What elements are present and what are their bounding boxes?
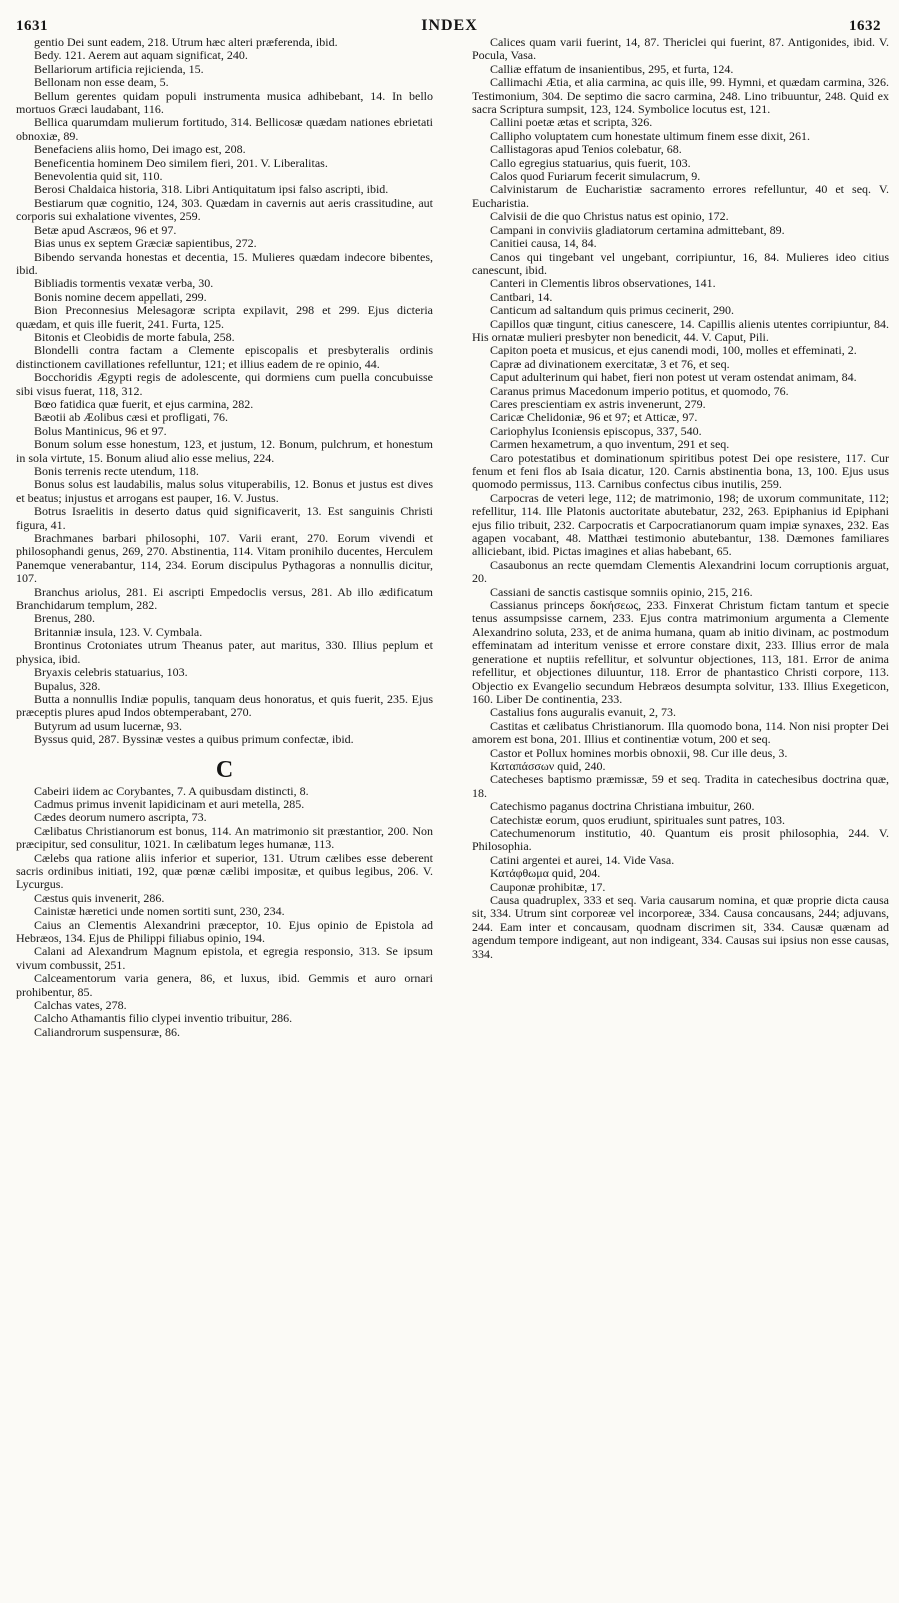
index-columns [16,36,889,1039]
index-entry: Calvisii de die quo Christus natus est opinio, 172. [490,209,729,224]
index-entry: Catini argentei et aurei, 14. Vide Vasa. [490,852,675,867]
index-entry: Bibliadis tormentis vexatæ verba, 30. [34,276,214,291]
index-entry: Campani in conviviis gladiatorum certamina admittebant, 89. [490,222,785,237]
index-entry: Capiton poeta et musicus, et ejus canendi modi, 100, molles et effeminati, 2. [490,343,857,358]
page-number-left: 1631 [16,18,48,34]
index-entry: Byssus quid, 287. Byssinæ vestes a quibus primum confectæ, ibid. [34,732,354,747]
index-entry: Branchus ariolus, 281. Ei ascripti Empedoclis versus, 281. Ab illo ædificatum Branchidarum templum, 282. [16,584,433,613]
index-entry: Caius an Clementis Alexandrini præceptor, 10. Ejus opinio de Epistola ad Hebræos, 134. Ejus de Philippi filiabus opinio, 194. [16,917,433,945]
index-entry: Benefaciens aliis homo, Dei imago est, 208. [34,142,246,157]
index-entry: Cariophylus Iconiensis episcopus, 337, 540. [490,423,702,438]
right-column [472,36,889,1039]
index-entry: Cælibatus Christianorum est bonus, 114. An matrimonio sit præstantior, 200. Non præcipitur, sed consulitur, 1021. In cælibatum leges humanæ, 113. [16,823,433,852]
index-entry: Canos qui tingebant vel ungebant, corripiuntur, 16, 84. Mulieres ideo citius canescunt, ibid. [472,249,889,277]
index-entry: Cadmus primus invenit lapidicinam et auri metella, 285. [34,796,305,811]
index-entry: Butta a nonnullis Indiæ populis, tanquam deus honoratus, et quis fuerit, 235. Ejus præceptis plures apud Indos obtemperabant, 270. [16,691,433,720]
index-entry: Bion Preconnesius Melesagoræ scripta expilavit, 298 et 299. Ejus dicteria quædam, et quis ille fuerit, 241. Furta, 125. [16,303,433,331]
index-entry: Catecheses baptismo præmissæ, 59 et seq. Tradita in catechesibus doctrina quæ, 18. [472,772,889,800]
index-entry: Canteri in Clementis libros observationes, 141. [490,276,716,291]
index-entry: Bolus Mantinicus, 96 et 97. [34,423,167,438]
index-entry: Catechismo paganus doctrina Christiana imbuitur, 260. [490,799,755,814]
index-entry: gentio Dei sunt eadem, 218. Utrum hæc alteri præferenda, ibid. [34,35,338,49]
index-entry: Betæ apud Ascræos, 96 et 97. [34,222,177,237]
index-entry: Causa quadruplex, 333 et seq. Varia causarum nomina, et quæ proprie dicta causa sit, 334. Utrum sint corporeæ vel incorporeæ, 334. Causa concausans, 244; adjuvans, 244. Eam inter et concausam, quodnam discrimen sit, 334. Causæ quænam ad agendum tempore indigeant, aut non indigeant, 334. Causas sui ipsius non esse causas, 334. [472,893,889,961]
index-entry: Calices quam varii fuerint, 14, 87. Thericlei qui fuerint, 87. Antigonides, ibid. V. Pocula, Vasa. [472,35,889,63]
index-entry: Cauponæ prohibitæ, 17. [490,879,606,894]
index-entry: Castor et Pollux homines morbis obnoxii, 98. Cur ille deus, 3. [490,745,788,760]
index-entry: Bonis terrenis recte utendum, 118. [34,464,199,478]
index-entry: Καταπάσσων quid, 240. [490,758,606,773]
index-entry: Cassiani de sanctis castisque somniis opinio, 215, 216. [490,584,753,599]
index-entry: Cabeiri iidem ac Corybantes, 7. A quibusdam distincti, 8. [34,783,309,798]
index-entry: Brachmanes barbari philosophi, 107. Varii erant, 270. Eorum vivendi et philosophandi genus, 269, 270. Abstinentia, 114. Vitam pronihilo ducentes, Herculem Panemque venerabantur, 114, 234. Eorum discipulus Pythagoras a nonnullis dicitur, 107. [16,531,433,586]
index-entry: Cædes deorum numero ascripta, 73. [34,810,207,825]
index-entry: Canticum ad saltandum quis primus cecinerit, 290. [490,303,734,318]
index-entry: Bonis nomine decem appellati, 299. [34,289,207,304]
index-entry: Callini poetæ ætas et scripta, 326. [490,115,653,130]
index-entry: Berosi Chaldaica historia, 318. Libri Antiquitatum ipsi falso ascripti, ibid. [34,182,389,197]
index-entry: Carpocras de veteri lege, 112; de matrimonio, 198; de uxorum communitate, 112; refellitur, 114. Ille Platonis auctoritate abutebatur, 232, 263. Epiphanius id Epiphani ejus filio tribuit, 232. Carpocratis et Carpocratianorum quam impiæ synaxes, 232. Eas agapen vocabant, 48. Matthæi testimonio abutebantur, 138. Dæmones familiares alliciebant, ibid. Pictas imagines et alias habebant, 65. [472,490,889,559]
index-entry: Bocchoridis Ægypti regis de adolescente, qui dormiens cum puella concubuisse sibi visus fuerat, 118, 312. [16,370,433,398]
index-entry: Canitiei causa, 14, 84. [490,236,597,251]
index-entry: Calliphо voluptatem cum honestate ultimum finem esse dixit, 261. [490,128,810,143]
index-entry: Cares prescientiam ex astris invenerunt, 279. [490,396,706,411]
index-entry: Bestiarum quæ cognitio, 124, 303. Quædam in cavernis aut aeris crassitudine, aut corporis sui exhalatione viventes, 259. [16,195,433,224]
index-entry: Callistagoras apud Tenios colebatur, 68. [490,142,682,157]
index-entry: Brontinus Crotoniates utrum Theanus pater, aut maritus, 330. Illius peplum et physica, ibid. [16,638,433,666]
index-entry: Brenus, 280. [34,611,95,626]
index-entry: Capræ ad divinationem exercitatæ, 3 et 76, et seq. [490,356,730,371]
index-entry: Bellica quarumdam mulierum fortitudo, 314. Bellicosæ quædam nationes ebrietati obnoxiæ, 89. [16,115,433,143]
index-entry: Bellum gerentes quidam populi instrumenta musica adhibebant, 14. In bello mortuos Græci laudabant, 116. [16,88,433,117]
index-entry: Κατάφθωμα quid, 204. [490,866,601,881]
index-entry: Calchas vates, 278. [34,998,127,1013]
index-entry: Bœo fatidica quæ fuerit, et ejus carmina, 282. [34,396,254,411]
index-entry: Castitas et cælibatus Christianorum. Illa quomodo bona, 114. Non nisi propter Dei amorem est bona, 201. Illius et continentiæ votum, 200 et seq. [472,718,889,747]
index-entry: Caricæ Chelidoniæ, 96 et 97; et Atticæ, 97. [490,410,698,425]
index-entry: Bryaxis celebris statuarius, 103. [34,665,188,680]
index-entry: Carmen hexametrum, a quo inventum, 291 et seq. [490,437,730,452]
index-entry: Bellariorum artificia rejicienda, 15. [34,61,204,76]
index-entry: Calliæ effatum de insanientibus, 295, et furta, 124. [490,61,734,76]
index-entry: Cassianus princeps δοκήσεως, 233. Finxerat Christum fictam tantum et specie tenus assumpsisse carnem, 233. Ejus contra matrimonium argumenta a Clemente Alexandrino soluta, 233, et de anima humana, quam ab initio divinam, ac postmodum effeminatam ad interitum venisse et errore constare dixit, 233. Illius error de mala generatione et nuptiis refellitur, et solvuntur objectiones, 113, 181. Error de anima refellitur, et objectiones diluuntur, 118. Error de phantastico Christi corpore, 113. Objectio ex Evangelio secundum Hebræos desumpta solvitur, 133. Illius Exegeticon, 160. Liber De continentia, 233. [472,598,889,706]
index-entry: Bæotii ab Æolibus cæsi et profligati, 76. [34,410,228,425]
index-entry: Castalius fons auguralis evanuit, 2, 73. [490,705,676,720]
index-entry: Caput adulterinum qui habet, fieri non potest ut veram ostendat animam, 84. [490,370,857,385]
left-column [16,36,433,1039]
index-entry: Caro potestatibus et dominationum spiritibus potest Dei ope resistere, 117. Cur fenum et feni flos ab Isaia dicatur, 120. Carnis abstinentia bona, 13, 100. Ejus usus quomodo permissus, 113. Carnibus confectus cibus inutilis, 259. [472,450,889,492]
index-entry: Catechumenorum institutio, 40. Quantum eis prosit philosophia, 244. V. Philosophia. [472,825,889,854]
index-entry: Cæstus quis invenerit, 286. [34,890,165,905]
section-letter-heading: C [215,756,234,783]
index-entry: Calani ad Alexandrum Magnum epistola, et egregia responsio, 313. Se ipsum vivum combussit, 251. [16,944,433,972]
index-entry: Callimachi Ætia, et alia carmina, ac quis ille, 99. Hymni, et quædam carmina, 326. Testimonium, 304. De septimo die sacro carmina, 248. Lino tribuuntur, 248. Quid ex sacra Scriptura sumpsit, 123, 124. Symbolice locutus est, 121. [472,75,889,117]
index-entry: Beneficentia hominem Deo similem fieri, 201. V. Liberalitas. [34,155,328,170]
index-entry: Botrus Israelitis in deserto datus quid significaverit, 13. Est sanguinis Christi figura, 41. [16,504,433,532]
index-entry: Blondelli contra factam a Clemente episcopalis et presbyteralis ordinis distinctionem cavillationes refelluntur, 121; et illius eadem de re opinio, 44. [16,343,433,371]
index-entry: Bonus solus est laudabilis, malus solus vituperabilis, 12. Bonus et justus est dives et beatus; injustus et arrogans est pauper, 16. V. Justus. [16,477,433,505]
index-entry: Bupalus, 328. [34,678,101,693]
index-entry: Catechistæ eorum, quos erudiunt, spirituales sunt patres, 103. [490,812,785,827]
page-number-right: 1632 [849,18,881,34]
index-entry: Bedy. 121. Aerem aut aquam significat, 240. [34,48,248,63]
index-entry: Calcho Athamantis filio clypei inventio tribuitur, 286. [34,1011,293,1026]
index-entry: Callo egregius statuarius, quis fuerit, 103. [490,155,691,170]
index-entry: Bonum solum esse honestum, 123, et justum, 12. Bonum, pulchrum, et honestum in sola virtute, 15. Bonum aliud alio esse melius, 224. [16,437,433,465]
index-entry: Benevolentia quid sit, 110. [34,169,163,184]
page-title: INDEX [421,17,478,34]
index-entry: Capillos quæ tingunt, citius canescere, 14. Capillis alienis utentes corripiuntur, 84. His ornatæ mulieri presbyter non benedicit, 44. V. Caput, Pili. [472,316,889,344]
index-entry: Calvinistarum de Eucharistiæ sacramento errores refelluntur, 40 et seq. V. Eucharistia. [472,182,889,210]
index-entry: Britanniæ insula, 123. V. Cymbala. [34,624,203,639]
index-entry: Bibendo servanda honestas et decentia, 15. Mulieres quædam indecore bibentes, ibid. [16,249,433,277]
index-entry: Bellonam non esse deam, 5. [34,75,169,90]
entries-c-section [16,785,433,1040]
page-header [12,14,887,36]
index-entry: Calceamentorum varia genera, 86, et luxus, ibid. Gemmis et auro ornari prohibentur, 85. [16,971,433,999]
index-entry: Bias unus ex septem Græciæ sapientibus, 272. [34,236,257,251]
index-entry: Cantbari, 14. [490,289,553,304]
index-entry: Caliandrorum suspensuræ, 86. [34,1024,180,1039]
entries-b-section [16,36,433,747]
index-entry: Casaubonus an recte quemdam Clementis Alexandrini locum corruptionis arguat, 20. [472,557,889,586]
index-entry: Cælebs qua ratione aliis inferior et superior, 131. Utrum cælibes esse deberent sacris ordinibus initiati, 192, quæ pœnæ cælibi impositæ, et quibus legibus, 206. V. Lycurgus. [16,850,433,892]
index-entry: Cainistæ hæretici unde nomen sortiti sunt, 230, 234. [34,904,285,919]
index-entry: Caranus primus Macedonum imperio potitus, et quomodo, 76. [490,383,789,398]
index-entry: Bitonis et Cleobidis de morte fabula, 258. [34,329,235,344]
index-entry: Calos quod Furiarum fecerit simulacrum, 9. [490,169,701,184]
index-entry: Butyrum ad usum lucernæ, 93. [34,718,182,733]
